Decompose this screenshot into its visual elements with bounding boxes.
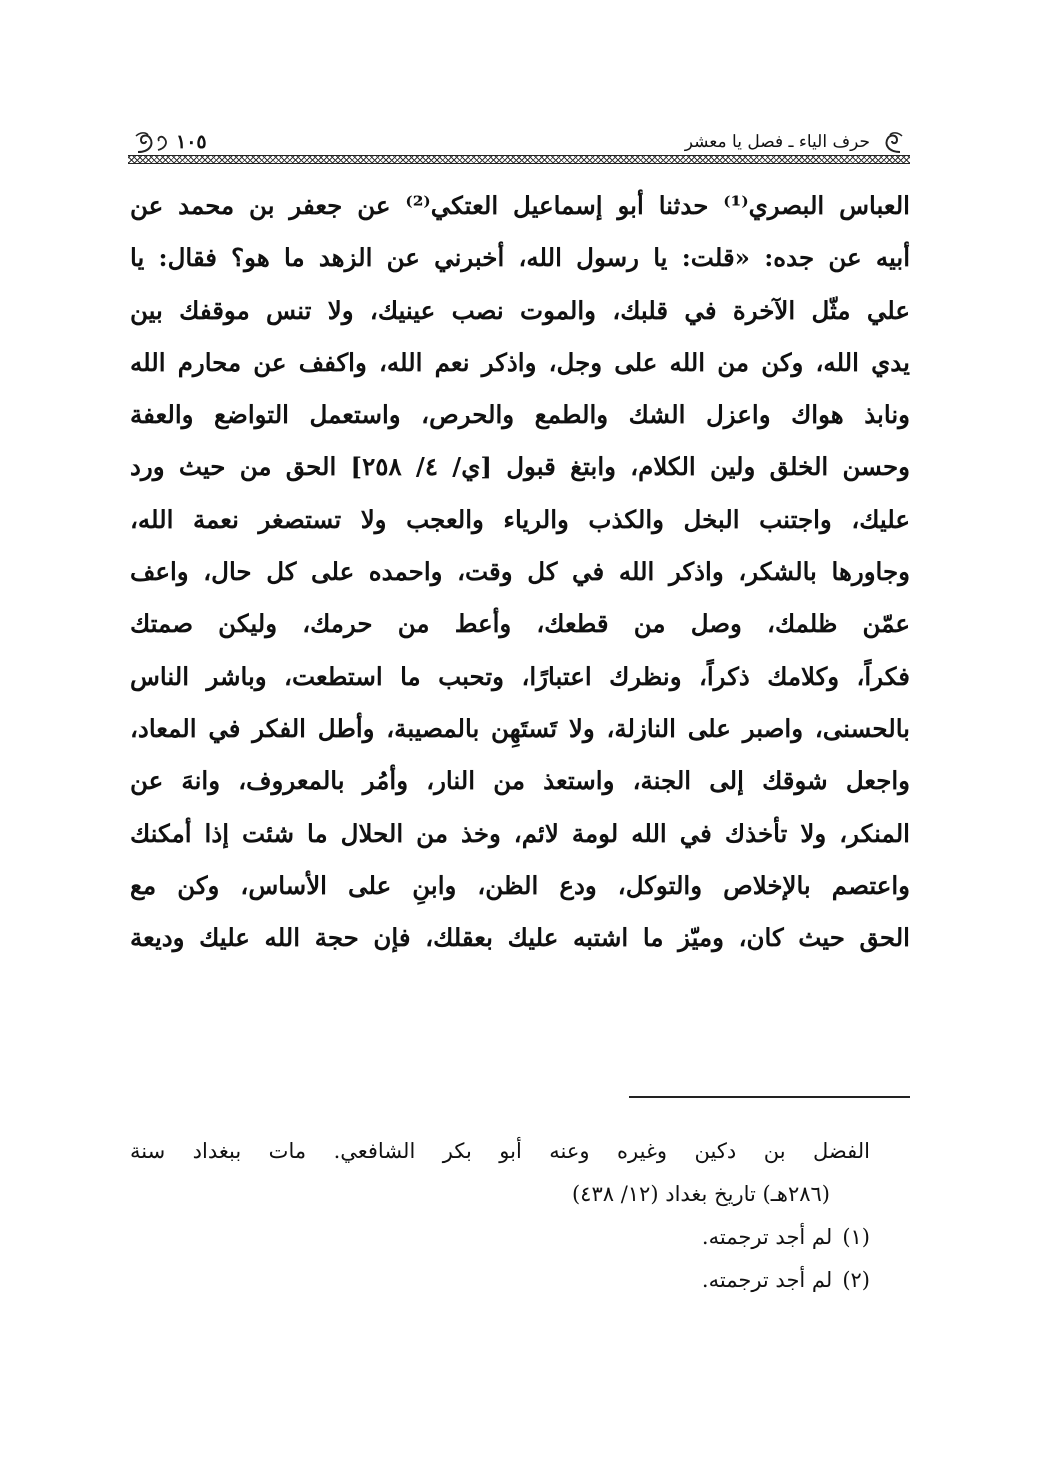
running-header — [128, 128, 910, 170]
text-line: عليك، واجتنب البخل والكذب والرياء والعجب ولا تستصغر نعمة الله، — [130, 504, 910, 534]
text-line: واجعل شوقك إلى الجنة، واستعذ من النار، وأمُر بالمعروف، وانهَ عن — [130, 766, 910, 796]
footnote-number: (٢) — [842, 1268, 870, 1292]
footnote-1 — [130, 1216, 910, 1259]
text-line: يدي الله، وكن من الله على وجل، واذكر نعم الله، واكفف عن محارم الله — [130, 347, 910, 377]
header-ornament-left-icon — [132, 130, 158, 156]
text-line: عمّن ظلمك، وصل من قطعك، وأعط من حرمك، وليكن صمتك — [130, 609, 910, 639]
text-line: الحق حيث كان، وميّز ما اشتبه عليك بعقلك، فإن حجة الله عليك وديعة — [130, 923, 910, 953]
text-line: ونابذ هواك واعزل الشك والطمع والحرص، واستعمل التواضع والعفة — [130, 400, 910, 430]
main-text — [130, 180, 910, 964]
header-ornament-right-icon — [880, 130, 906, 156]
text-line: المنكر، ولا تأخذك في الله لومة لائم، وخذ من الحلال ما شئت إذا أمكنك — [130, 818, 910, 848]
page-number: ١٠٥ — [176, 131, 207, 153]
text-line: أبيه عن جده: «قلت: يا رسول الله، أخبرني عن الزهد ما هو؟ فقال: يا — [130, 243, 910, 273]
footnote-text: لم أجد ترجمته. — [701, 1268, 833, 1292]
text-line: بالحسنى، واصبر على النازلة، ولا تَستَهِن بالمصيبة، وأطل الفكر في المعاد، — [130, 713, 910, 743]
text-line: فكراً، وكلامك ذكراً، ونظرك اعتبارًا، وتحبب ما استطعت، وباشر الناس — [130, 661, 910, 691]
text-line: وحسن الخلق ولين الكلام، وابتغ قبول [ي/ ٤/ ٢٥٨] الحق من حيث ورد — [130, 452, 910, 482]
text-line: علي مثّل الآخرة في قلبك، والموت نصب عينيك، ولا تنس موقفك بين — [130, 295, 910, 325]
running-title: حرف الياء ـ فصل يا معشر — [684, 132, 870, 152]
text-line: العباس البصري⁽¹⁾ حدثنا أبو إسماعيل العتكي⁽²⁾ عن جعفر بن محمد عن — [130, 191, 910, 220]
footnote-number: (١) — [842, 1225, 870, 1249]
footnotes — [130, 1130, 910, 1302]
footnote-separator — [629, 1096, 910, 1098]
text-line: وجاورها بالشكر، واذكر الله في كل وقت، واحمده على كل حال، واعف — [130, 557, 910, 587]
text-line: واعتصم بالإخلاص والتوكل، ودع الظن، وابنِ على الأساس، وكن مع — [130, 870, 910, 900]
footnote-continuation-line: الفضل بن دكين وغيره وعنه أبو بكر الشافعي. مات ببغداد سنة — [130, 1139, 870, 1163]
footnote-continuation-line: (٢٨٦هـ) تاريخ بغداد (١٢/ ٤٣٨) — [571, 1182, 830, 1206]
footnote-2 — [130, 1259, 910, 1302]
footnote-text: لم أجد ترجمته. — [701, 1225, 833, 1249]
header-ornamental-rule — [128, 155, 910, 164]
